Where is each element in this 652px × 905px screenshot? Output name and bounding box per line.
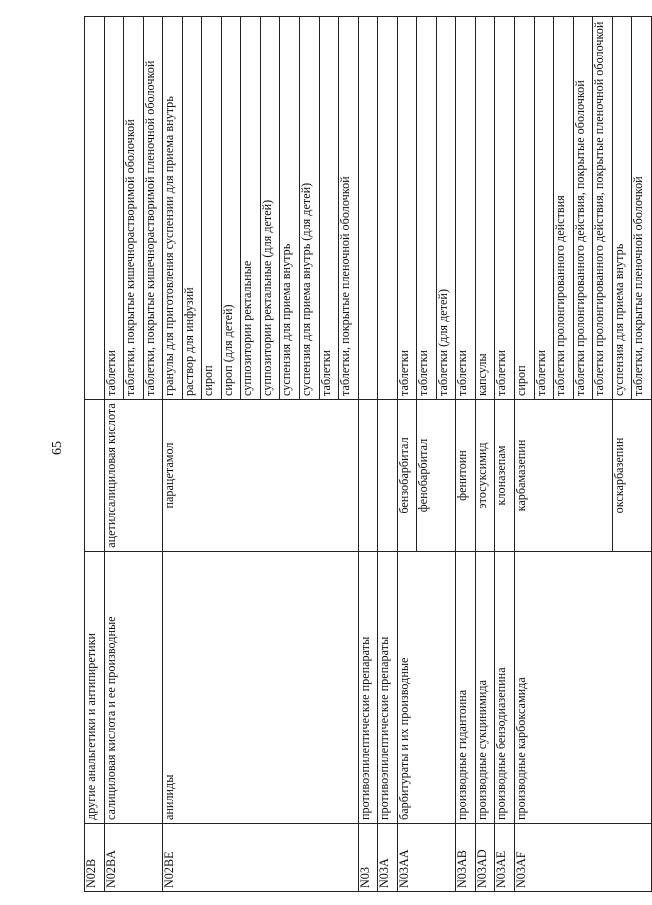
dosage-form: таблетки (397, 17, 417, 400)
atc-group: производные гидантоина (456, 552, 476, 824)
drug-name: этосуксимид (475, 400, 495, 552)
dosage-form: таблетки (417, 17, 437, 400)
dosage-form: гранулы для приготовления суспензии для приема внутрь (163, 17, 183, 400)
drug-classification-table (84, 16, 652, 892)
atc-group: противоэпилептические препараты (358, 552, 378, 824)
atc-code: N03 (358, 824, 378, 892)
page-number: 65 (50, 441, 65, 455)
atc-group: салициловая кислота и ее производные (104, 552, 163, 824)
dosage-form: таблетки, покрытые кишечнорастворимой пленочной оболочкой (143, 17, 163, 400)
atc-code: N02BA (104, 824, 163, 892)
drug-name (85, 400, 105, 552)
dosage-form: суспензия для приема внутрь (для детей) (300, 17, 320, 400)
atc-group: производные карбоксамида (515, 552, 652, 824)
atc-code: N03AB (456, 824, 476, 892)
dosage-form: таблетки (319, 17, 339, 400)
dosage-form: сироп (202, 17, 222, 400)
dosage-form: таблетки пролонгированного действия, покрытые пленочной оболочкой (593, 17, 613, 400)
dosage-form: таблетки, покрытые кишечнорастворимой оболочкой (124, 17, 144, 400)
dosage-form: таблетки пролонгированного действия (554, 17, 574, 400)
drug-name (378, 400, 398, 552)
drug-name: фенитоин (456, 400, 476, 552)
dosage-form: капсулы (475, 17, 495, 400)
drug-name: ацетилсалициловая кислота (104, 400, 163, 552)
dosage-form: сироп (515, 17, 535, 400)
table-row (456, 17, 476, 892)
table-row (475, 17, 495, 892)
atc-group: барбитураты и их производные (397, 552, 456, 824)
dosage-form: таблетки (534, 17, 554, 400)
dosage-form (85, 17, 105, 400)
atc-group: противоэпилептические препараты (378, 552, 398, 824)
atc-code: N02BE (163, 824, 358, 892)
drug-name: фенобарбитал (417, 400, 456, 552)
dosage-form: сироп (для детей) (221, 17, 241, 400)
drug-name: окскарбазепин (612, 400, 651, 552)
atc-code: N03A (378, 824, 398, 892)
atc-group: производные бензодиазепина (495, 552, 515, 824)
dosage-form: таблетки (104, 17, 124, 400)
dosage-form: таблетки, покрытые пленочной оболочкой (339, 17, 359, 400)
table-row (163, 17, 183, 892)
dosage-form: суспензия для приема внутрь (280, 17, 300, 400)
drug-name (358, 400, 378, 552)
drug-name: бензобарбитал (397, 400, 417, 552)
dosage-form: таблетки (для детей) (436, 17, 456, 400)
drug-name: карбамазепин (515, 400, 613, 552)
dosage-form (358, 17, 378, 400)
dosage-form: таблетки пролонгированного действия, покрытые оболочкой (573, 17, 593, 400)
dosage-form: суппозитории ректальные (для детей) (260, 17, 280, 400)
rotated-table-wrapper (84, 17, 652, 892)
table-row (104, 17, 124, 892)
table-row (397, 17, 417, 892)
dosage-form: раствор для инфузий (182, 17, 202, 400)
atc-code: N03AD (475, 824, 495, 892)
table-row (358, 17, 378, 892)
drug-name: парацетамол (163, 400, 358, 552)
table-row (495, 17, 515, 892)
table-row (515, 17, 535, 892)
atc-group: анилиды (163, 552, 358, 824)
dosage-form: таблетки (495, 17, 515, 400)
dosage-form: таблетки, покрытые пленочной оболочкой (632, 17, 652, 400)
table-row (85, 17, 105, 892)
table-row (378, 17, 398, 892)
atc-group: другие анальгетики и антипиретики (85, 552, 105, 824)
drug-name: клоназепам (495, 400, 515, 552)
atc-code: N03AA (397, 824, 456, 892)
atc-code: N03AF (515, 824, 652, 892)
dosage-form: таблетки (456, 17, 476, 400)
atc-code: N03AE (495, 824, 515, 892)
dosage-form: суппозитории ректальные (241, 17, 261, 400)
atc-code: N02B (85, 824, 105, 892)
dosage-form (378, 17, 398, 400)
atc-group: производные сукцинимида (475, 552, 495, 824)
dosage-form: суспензия для приема внутрь (612, 17, 632, 400)
